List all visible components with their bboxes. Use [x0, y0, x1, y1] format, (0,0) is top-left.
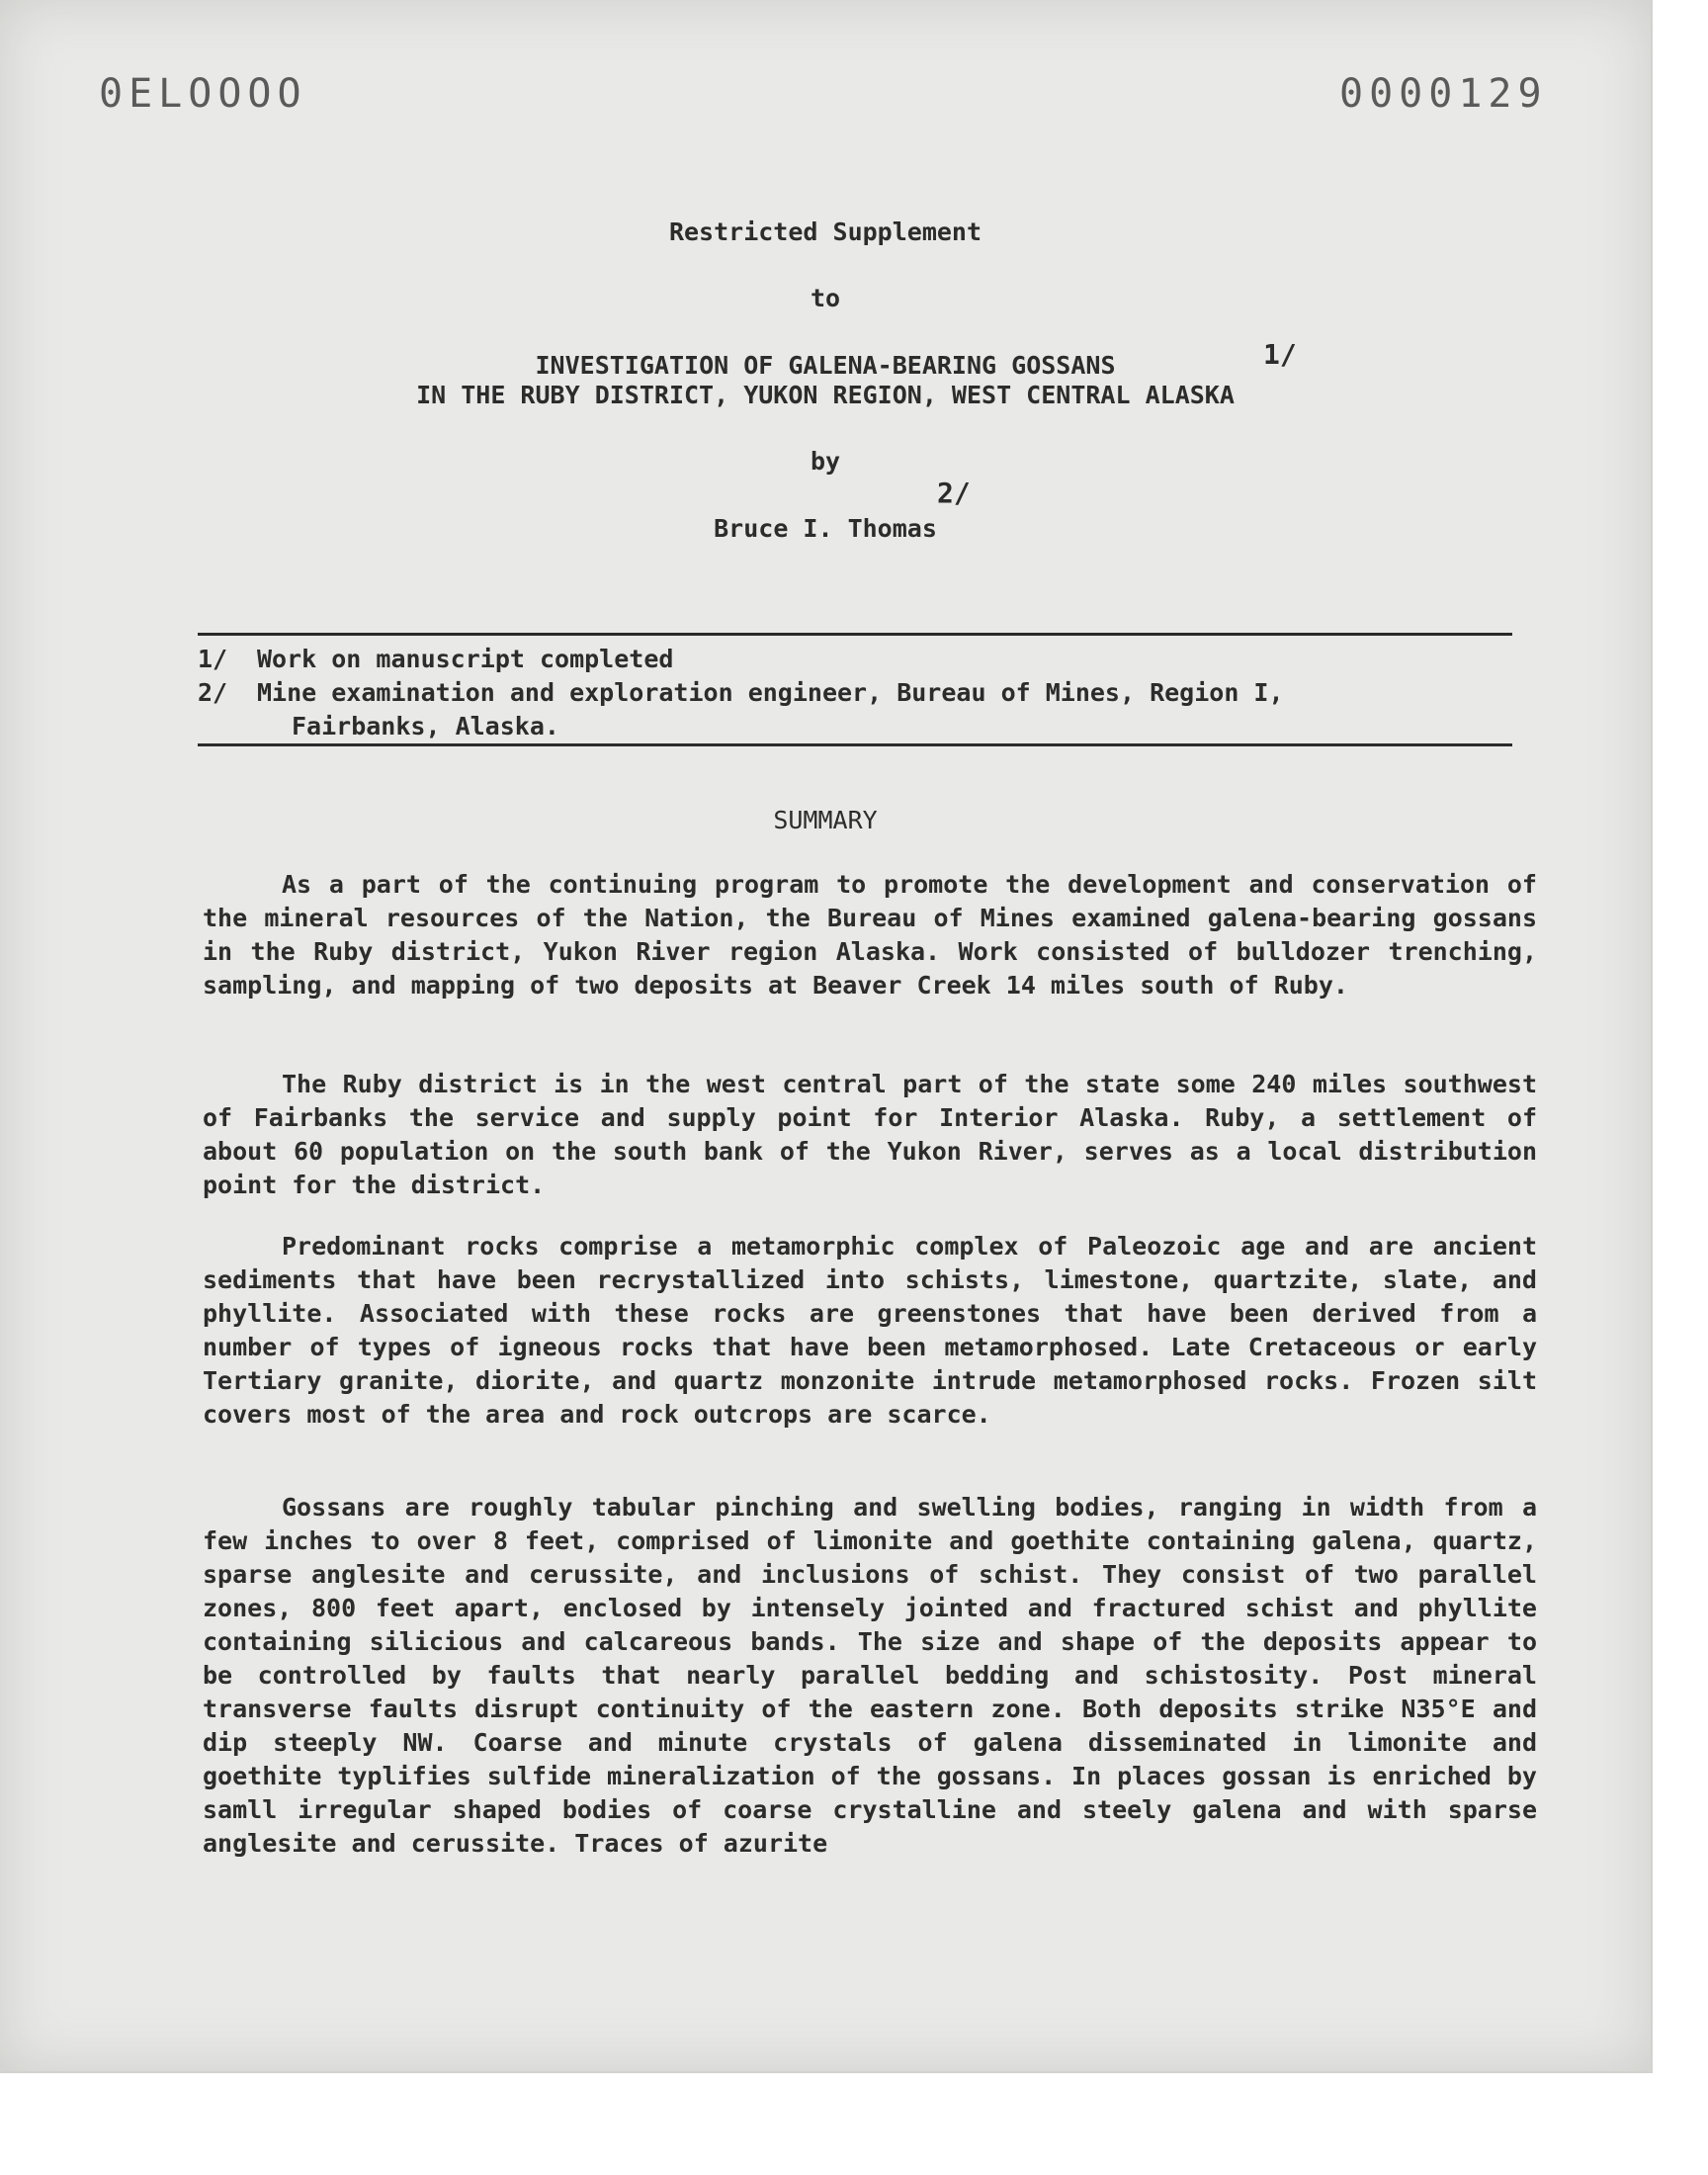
footnote-2-text: Mine examination and exploration engineer, Bureau of Mines, Region I, — [257, 678, 1284, 707]
footnote-rule-top — [198, 633, 1512, 636]
summary-heading: SUMMARY — [773, 806, 878, 834]
footnote-1-mark: 1/ — [198, 645, 228, 673]
footnotes — [198, 643, 1522, 743]
author-footnote-mark: 2/ — [937, 477, 971, 509]
summary-paragraph-3 — [203, 1230, 1537, 1432]
title-line-2: IN THE RUBY DISTRICT, YUKON REGION, WEST CENTRAL ALASKA — [416, 381, 1235, 409]
paragraph-text: As a part of the continuing program to promote the development and conservation of the mineral resources of the Nation, the Bureau of Mines examined galena-bearing gossans in the Ruby district, Yukon River region Alaska. Work consisted of bulldozer trenching, sampling, and mapping of two deposits at Beaver Creek 14 miles south of Ruby. — [203, 870, 1537, 1000]
footnote-1 — [198, 643, 1522, 676]
summary-paragraph-4 — [203, 1491, 1537, 1861]
title-footnote-mark: 1/ — [1263, 338, 1297, 371]
footnote-2-continuation: Fairbanks, Alaska. — [292, 712, 559, 740]
summary-paragraph-1 — [203, 868, 1537, 1002]
footnote-2-mark: 2/ — [198, 678, 228, 707]
paragraph-text: The Ruby district is in the west central part of the state some 240 miles southwest of Fairbanks the service and supply point for Interior Alaska. Ruby, a settlement of about 60 population on the south bank of the Yukon River, serves as a local distribution point for the district. — [203, 1070, 1537, 1199]
page-stamp-left: 0ELOOOO — [99, 71, 307, 117]
footnote-1-text: Work on manuscript completed — [257, 645, 674, 673]
paragraph-text: Predominant rocks comprise a metamorphic complex of Paleozoic age and are ancient sediments that have been recrystallized into schists, limestone, quartzite, slate, and phyllite. Associated with these rocks are greenstones that have been derived from a number of types of igneous rocks that have been metamorphosed. Late Cretaceous or early Tertiary granite, diorite, and quartz monzonite intrude metamorphosed rocks. Frozen silt covers most of the area and rock outcrops are scarce. — [203, 1232, 1537, 1429]
footnote-2 — [198, 676, 1522, 743]
header-to: to — [810, 284, 841, 312]
paragraph-text: Gossans are roughly tabular pinching and swelling bodies, ranging in width from a few inches to over 8 feet, comprised of limonite and goethite containing galena, quartz, sparse anglesite and cerussite, and inclusions of schist. They consist of two parallel zones, 800 feet apart, enclosed by intensely jointed and fractured schist and phyllite containing silicious and calcareous bands. The size and shape of the deposits appear to be controlled by faults that nearly parallel bedding and schistosity. Post mineral transverse faults disrupt continuity of the eastern zone. Both deposits strike N35°E and dip steeply NW. Coarse and minute crystals of galena disseminated in limonite and goethite typlifies sulfide mineralization of the gossans. In places gossan is enriched by samll irregular shaped bodies of coarse crystalline and steely galena and with sparse anglesite and cerussite. Traces of azurite — [203, 1493, 1537, 1858]
footnote-rule-bottom — [198, 743, 1512, 746]
summary-paragraph-2 — [203, 1068, 1537, 1202]
author-name: Bruce I. Thomas — [714, 514, 937, 543]
header-restricted-supplement: Restricted Supplement — [668, 218, 982, 246]
title-line-1: INVESTIGATION OF GALENA-BEARING GOSSANS — [535, 351, 1116, 380]
header-by: by — [810, 447, 841, 476]
page-stamp-right: 0000129 — [1339, 71, 1548, 117]
